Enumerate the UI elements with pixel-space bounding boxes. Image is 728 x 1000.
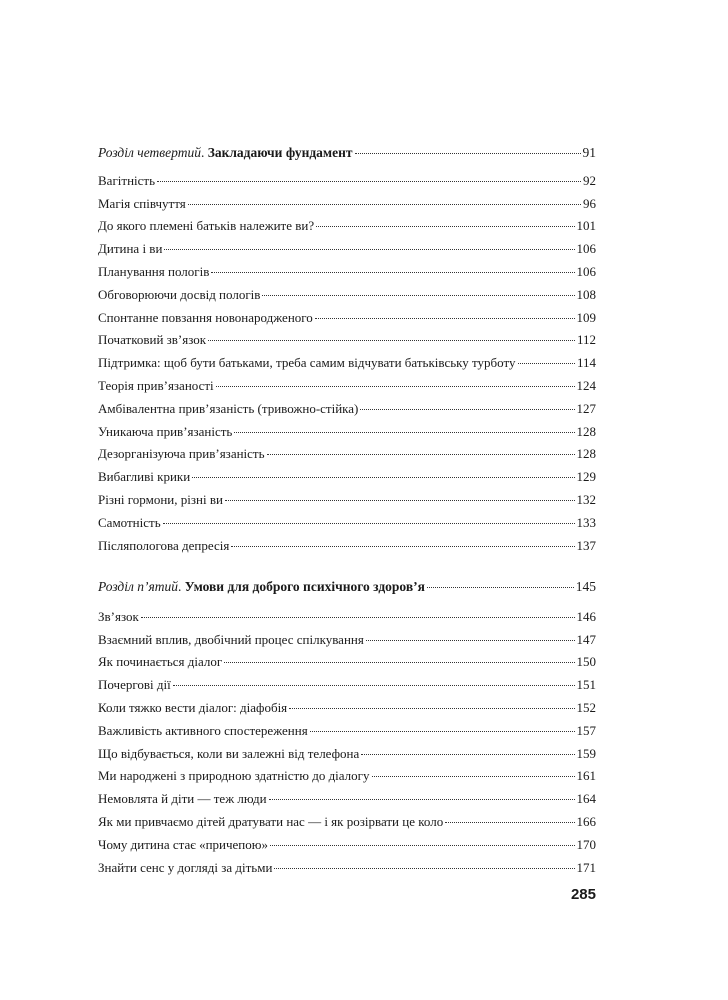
dot-leader xyxy=(270,845,575,846)
dot-leader xyxy=(216,386,575,387)
entry-page: 112 xyxy=(576,332,596,348)
dot-leader xyxy=(310,731,575,732)
section-page: 91 xyxy=(582,145,596,160)
entry-title: Ми народжені з природною здатністю до діалогу xyxy=(98,768,370,784)
toc-entry xyxy=(98,765,596,788)
entry-page: 106 xyxy=(576,241,596,257)
entry-page: 114 xyxy=(576,355,596,371)
entry-page: 124 xyxy=(576,377,596,393)
dot-leader xyxy=(355,153,581,154)
toc-section-5 xyxy=(98,576,596,879)
entry-title: Як ми привчаємо дітей дратувати нас — і як розірвати це коло xyxy=(98,813,444,829)
toc-entry xyxy=(98,215,596,238)
dot-leader xyxy=(225,500,575,501)
dot-leader xyxy=(192,477,574,478)
section-page: 145 xyxy=(575,579,596,594)
toc-entry xyxy=(98,421,596,444)
entry-title: Почергові дії xyxy=(98,677,171,693)
dot-leader xyxy=(188,204,581,205)
toc-entry xyxy=(98,238,596,261)
entry-page: 159 xyxy=(576,745,596,761)
toc-entry xyxy=(98,629,596,652)
dot-leader xyxy=(163,523,575,524)
entry-title: Знайти сенс у догляді за дітьми xyxy=(98,859,273,875)
dot-leader xyxy=(267,454,575,455)
toc-entry xyxy=(98,352,596,375)
toc-entry xyxy=(98,697,596,720)
toc-entry xyxy=(98,535,596,558)
dot-leader xyxy=(211,272,574,273)
dot-leader xyxy=(274,868,574,869)
entry-title: Дезорганізуюча прив’язаність xyxy=(98,446,265,462)
entry-page: 150 xyxy=(576,654,596,670)
dot-leader xyxy=(315,318,575,319)
toc-entries xyxy=(98,606,596,880)
dot-leader xyxy=(224,662,574,663)
entry-page: 108 xyxy=(576,286,596,302)
entry-title: Самотність xyxy=(98,514,161,530)
dot-leader xyxy=(173,685,575,686)
entry-title: Післяпологова депресія xyxy=(98,537,230,553)
dot-leader xyxy=(141,617,575,618)
section-title: Закладаючи фундамент xyxy=(207,145,353,160)
dot-leader xyxy=(262,295,574,296)
section-label: Розділ четвертий xyxy=(98,145,201,160)
entry-title: Амбівалентна прив’язаність (тривожно-стійка) xyxy=(98,400,359,416)
dot-leader xyxy=(231,546,574,547)
entry-page: 101 xyxy=(576,218,596,234)
entry-page: 92 xyxy=(583,172,596,188)
entry-title: Уникаюча прив’язаність xyxy=(98,423,233,439)
entry-title: Теорія прив’язаності xyxy=(98,377,214,393)
entry-title: Різні гормони, різні ви xyxy=(98,491,223,507)
entry-page: 127 xyxy=(576,400,596,416)
dot-leader xyxy=(157,181,581,182)
dot-leader xyxy=(360,409,574,410)
toc-entry xyxy=(98,788,596,811)
toc-entry xyxy=(98,261,596,284)
entry-title: Планування пологів xyxy=(98,263,210,279)
entry-title: Важливість активного спостереження xyxy=(98,722,308,738)
entry-title: Вибагливі крики xyxy=(98,469,191,485)
toc-entry xyxy=(98,443,596,466)
entry-title: Підтримка: щоб бути батьками, треба самим відчувати батьківську турботу xyxy=(98,355,516,371)
entry-title: Спонтанне повзання новонародженого xyxy=(98,309,313,325)
entry-page: 132 xyxy=(576,491,596,507)
entry-title: Чому дитина стає «причепою» xyxy=(98,836,268,852)
dot-leader xyxy=(518,363,575,364)
dot-leader xyxy=(361,754,574,755)
entry-page: 128 xyxy=(576,423,596,439)
toc-entry xyxy=(98,834,596,857)
toc-entry xyxy=(98,170,596,193)
entry-page: 152 xyxy=(576,699,596,715)
entry-page: 137 xyxy=(576,537,596,553)
entry-title: Немовлята й діти — теж люди xyxy=(98,791,267,807)
entry-page: 170 xyxy=(576,836,596,852)
toc-entry xyxy=(98,375,596,398)
entry-title: Обговорюючи досвід пологів xyxy=(98,286,261,302)
entry-title: Коли тяжко вести діалог: діафобія xyxy=(98,699,288,715)
entry-page: 151 xyxy=(576,677,596,693)
toc-entry xyxy=(98,193,596,216)
entry-page: 106 xyxy=(576,263,596,279)
entry-page: 147 xyxy=(576,631,596,647)
dot-leader xyxy=(269,799,575,800)
entry-page: 157 xyxy=(576,722,596,738)
entry-title: Зв’язок xyxy=(98,608,139,624)
dot-leader xyxy=(234,432,574,433)
entry-title: Взаємний вплив, двобічний процес спілкування xyxy=(98,631,364,647)
page-number: 285 xyxy=(570,886,596,903)
dot-leader xyxy=(316,226,574,227)
entry-title: Магія співчуття xyxy=(98,195,186,211)
toc-entries xyxy=(98,170,596,558)
entry-title: До якого племені батьків належите ви? xyxy=(98,218,315,234)
dot-leader xyxy=(208,340,575,341)
dot-leader xyxy=(427,587,574,588)
toc-entry xyxy=(98,743,596,766)
toc-entry xyxy=(98,329,596,352)
section-heading: Розділ четвертий. Закладаючи фундамент 91 xyxy=(98,142,596,165)
entry-page: 166 xyxy=(576,813,596,829)
toc-entry xyxy=(98,512,596,535)
toc-entry xyxy=(98,307,596,330)
entry-page: 161 xyxy=(576,768,596,784)
section-label: Розділ п’ятий xyxy=(98,579,179,594)
entry-page: 171 xyxy=(576,859,596,875)
dot-leader xyxy=(372,776,575,777)
entry-title: Дитина і ви xyxy=(98,241,163,257)
toc-entry xyxy=(98,811,596,834)
toc-entry xyxy=(98,674,596,697)
entry-page: 109 xyxy=(576,309,596,325)
dot-leader xyxy=(289,708,574,709)
entry-title: Початковий зв’язок xyxy=(98,332,207,348)
entry-page: 146 xyxy=(576,608,596,624)
entry-page: 129 xyxy=(576,469,596,485)
toc-entry xyxy=(98,606,596,629)
entry-page: 164 xyxy=(576,791,596,807)
toc-entry xyxy=(98,466,596,489)
entry-page: 96 xyxy=(583,195,596,211)
toc-entry xyxy=(98,651,596,674)
entry-title: Вагітність xyxy=(98,172,156,188)
toc-entry xyxy=(98,489,596,512)
toc-entry xyxy=(98,284,596,307)
entry-page: 133 xyxy=(576,514,596,530)
dot-leader xyxy=(366,640,575,641)
toc-section-4 xyxy=(98,142,596,557)
entry-title: Що відбувається, коли ви залежні від телефона xyxy=(98,745,360,761)
section-heading: Розділ п’ятий. Умови для доброго психічного здоров’я 145 xyxy=(98,576,596,599)
toc-entry xyxy=(98,720,596,743)
dot-leader xyxy=(445,822,574,823)
entry-title: Як починається діалог xyxy=(98,654,223,670)
toc-entry xyxy=(98,398,596,421)
entry-page: 128 xyxy=(576,446,596,462)
toc-entry xyxy=(98,857,596,880)
section-title: Умови для доброго психічного здоров’я xyxy=(184,579,425,594)
dot-leader xyxy=(164,249,574,250)
